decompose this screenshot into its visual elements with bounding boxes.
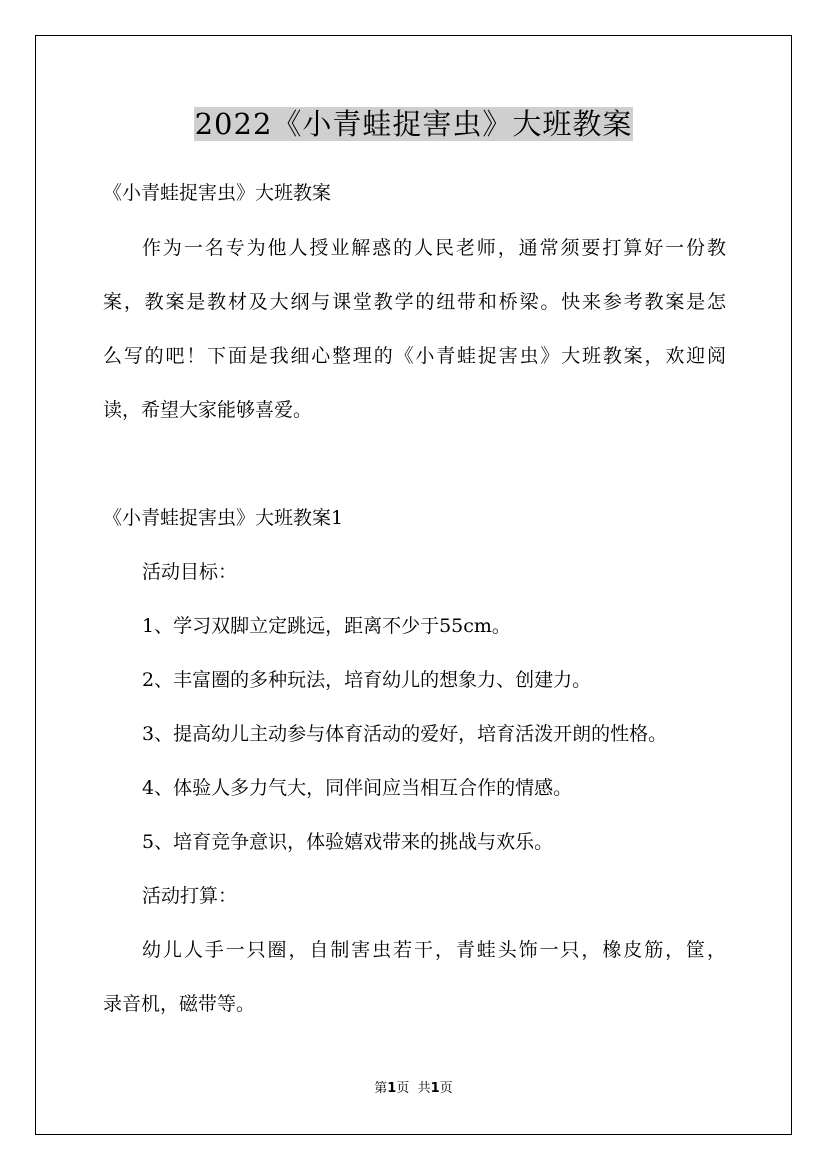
footer-page-total: 1 <box>430 1081 440 1096</box>
prep-heading: 活动打算： <box>142 885 238 907</box>
footer-page-prefix: 第 <box>374 1081 388 1096</box>
page-footer <box>0 1080 827 1098</box>
prep-line-2: 录音机，磁带等。 <box>103 993 256 1015</box>
goal-item-3: 3、提高幼儿主动参与体育活动的爱好，培育活泼开朗的性格。 <box>142 723 668 745</box>
prep-line-1: 幼儿人手一只圈，自制害虫若干，青蛙头饰一只，橡皮筋，筐， <box>142 939 726 961</box>
goal-item-4: 4、体验人多力气大，同伴间应当相互合作的情感。 <box>142 777 573 799</box>
goal-item-1: 1、学习双脚立定跳远，距离不少于55cm。 <box>142 615 511 637</box>
intro-line-3: 么写的吧！下面是我细心整理的《小青蛙捉害虫》大班教案，欢迎阅 <box>103 345 726 367</box>
intro-line-2: 案，教案是教材及大纲与课堂教学的纽带和桥梁。快来参考教案是怎 <box>103 291 726 313</box>
section-title: 《小青蛙捉害虫》大班教案1 <box>103 507 344 529</box>
footer-total-prefix: 共 <box>417 1081 431 1096</box>
intro-line-4: 读，希望大家能够喜爱。 <box>103 399 313 421</box>
goal-item-5: 5、培育竞争意识，体验嬉戏带来的挑战与欢乐。 <box>142 831 554 853</box>
document-subtitle: 《小青蛙捉害虫》大班教案 <box>103 182 332 204</box>
footer-page-suffix: 页 <box>396 1081 410 1096</box>
document-title-text: 2022《小青蛙捉害虫》大班教案 <box>194 107 633 141</box>
footer-total-suffix: 页 <box>439 1081 453 1096</box>
goals-heading: 活动目标： <box>142 561 238 583</box>
footer-page-current: 1 <box>387 1081 397 1096</box>
goal-item-2: 2、丰富圈的多种玩法，培育幼儿的想象力、创建力。 <box>142 669 592 691</box>
intro-line-1: 作为一名专为他人授业解惑的人民老师，通常须要打算好一份教 <box>142 237 726 259</box>
document-title <box>0 100 827 148</box>
